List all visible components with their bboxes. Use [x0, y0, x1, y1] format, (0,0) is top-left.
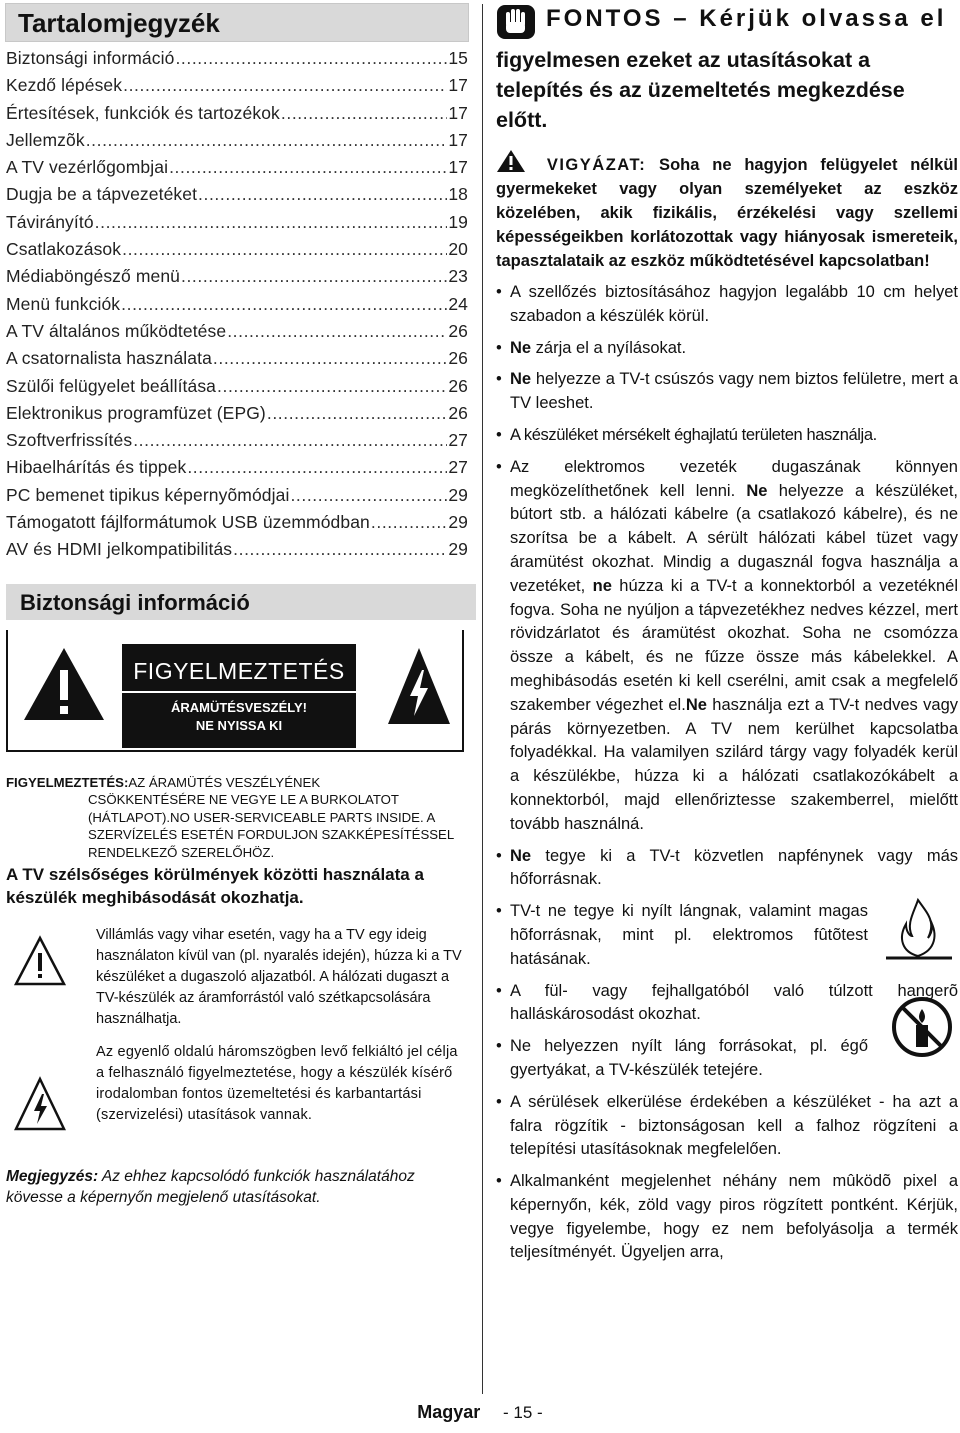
toc-leader-dots — [267, 400, 447, 427]
toc-item-page: 26 — [448, 375, 468, 396]
list-item — [496, 424, 958, 448]
toc-leader-dots — [227, 318, 447, 345]
toc-item-title: A TV vezérlőgombjai — [6, 157, 169, 178]
toc-leader-dots — [198, 181, 447, 208]
toc-leader-dots — [371, 509, 447, 536]
extreme-conditions-heading: A TV szélsőséges körülmények közötti használata a készülék meghibásodását okozhatja. — [6, 865, 424, 908]
important-title: FONTOS – Kérjük olvassa el — [546, 5, 947, 32]
toc-item-page: 26 — [448, 320, 468, 341]
bullet-text: A szellőzés biztosításához hagyjon legalább 10 cm helyet szabadon a készülék körül. — [510, 283, 958, 325]
bullet-bold: ne — [592, 576, 612, 595]
caution-paragraph — [496, 149, 958, 273]
toc-item-page: 15 — [448, 48, 468, 68]
toc-item-title: Jellemzõk — [6, 129, 85, 150]
footer-page-number: - 15 - — [503, 1403, 543, 1422]
stop-hand-icon — [496, 4, 536, 45]
toc-leader-dots — [175, 45, 447, 72]
bullet-bold: Ne — [510, 338, 532, 357]
toc-leader-dots — [121, 291, 447, 318]
warning-label-shock: ÁRAMÜTÉSVESZÉLY! — [170, 699, 308, 715]
list-item — [496, 980, 958, 1028]
bullet-text: húzza ki a TV-t a konnektorból a vezetéknél fogva. Soha ne nyúljon a tápvezetékhez nedves kézzel, mert rövidzárlatot és áramütést okozhat. Soha ne csomózza össze a kábelt, és ne fűzze össze más kábelekkel. A meghibásodás esetén ki kell cserélni, amit csak a megfelelő szakember végezhet el. — [510, 576, 958, 714]
warning-label-rule — [122, 691, 356, 693]
toc-item[interactable] — [6, 509, 468, 536]
toc-item[interactable] — [6, 154, 468, 181]
toc-item[interactable] — [6, 373, 468, 400]
bullet-text: használja ezt a TV-t nedves vagy párás környezetben. A TV nem kerülhet kapcsolatba folyadékkal. Ha valamilyen szilárd tárgy vagy folyadék kerül a készülékbe, húzza ki a hálózati csatlakozókábelt a konnektorból, majd ellenőriztesse szakemberrel, mielőtt tovább használná. — [510, 695, 958, 833]
exclamation-triangle-icon — [22, 646, 106, 727]
warning-label — [6, 630, 468, 760]
warning-text-label: FIGYELMEZTETÉS: — [6, 774, 129, 790]
toc-leader-dots — [122, 236, 447, 263]
caution-text: Soha ne hagyjon felügyelet nélkül gyermekeket vagy olyan személyeket az eszköz közelében, akik fizikális, érzékelési vagy szellemi képességeikben korlátozottak vagy hiányosak ismereteik, tapasztalataik az eszköz működtetésével kapcsolatban! — [496, 156, 958, 270]
toc-item-page: 23 — [448, 266, 468, 287]
toc-item-title: Médiaböngésző menü — [6, 266, 180, 287]
toc-item[interactable] — [6, 482, 468, 509]
list-item — [496, 1035, 958, 1083]
note — [6, 1166, 468, 1208]
toc-item-title: A csatornalista használata — [6, 348, 212, 369]
bullet-bold: Ne — [685, 695, 707, 714]
toc-item-page: 29 — [448, 512, 468, 533]
toc-leader-dots — [281, 100, 447, 127]
toc-leader-dots — [217, 373, 447, 400]
footer-language: Magyar — [417, 1402, 481, 1422]
toc-item-page: 27 — [448, 430, 468, 451]
bullet-bold: Ne — [746, 481, 768, 500]
toc-item-page: 17 — [448, 129, 468, 150]
storm-text: Villámlás vagy vihar esetén, vagy ha a TV egy ideig használaton kívül van (pl. nyaralés idején), húzza ki a TV készüléket a dugaszoló aljazatból. A hálózati dugaszt a TV-készülék az áramforrástól való szétkapcsolására használhatja. — [96, 927, 462, 1028]
warning-text-rest: CSÖKKENTÉSÉRE NE VEGYE LE A BURKOLATOT (HÁTLAPOT).NO USER-SERVICEABLE PARTS INSIDE. A SZERVÍZELÉS ESETÉN FORDULJON SZAKKÉPESÍTÉSSEL RENDELKEZŐ SZERELŐHÖZ. — [88, 792, 454, 860]
safety-section-title: Biztonsági információ — [6, 584, 476, 620]
toc-item-page: 17 — [448, 157, 468, 178]
bullet-text: zárja el a nyílásokat. — [531, 338, 687, 357]
exclamation-triangle-outline-icon — [14, 935, 66, 992]
toc-item-page: 19 — [448, 211, 468, 232]
toc-item-page: 29 — [448, 539, 468, 560]
column-divider — [482, 4, 483, 1394]
toc-item[interactable] — [6, 127, 468, 154]
toc-item[interactable] — [6, 345, 468, 372]
list-item — [496, 368, 958, 416]
lightning-paragraph — [6, 1042, 468, 1126]
toc-item-title: Szülői felügyelet beállítása — [6, 375, 217, 396]
caution-label: VIGYÁZAT: — [546, 156, 647, 174]
list-item — [496, 456, 958, 837]
list-item — [496, 281, 958, 329]
lightning-triangle-outline-icon — [14, 1076, 66, 1137]
bullet-text: helyezze a TV-t csúszós vagy nem biztos felületre, mert a TV leeshet. — [510, 370, 958, 413]
toc-item-page: 17 — [448, 102, 468, 123]
toc-item-title: A TV általános működtetése — [6, 320, 227, 341]
warning-text — [6, 774, 468, 862]
toc-leader-dots — [123, 72, 447, 99]
bullet-text: Az elektromos vezeték dugaszának könnyen megközelíthetőnek kell lenni. — [510, 457, 958, 500]
important-body: figyelmesen ezeket az utasításokat a telepítés és az üzemeltetés megkezdése előtt. — [496, 48, 905, 132]
toc-item[interactable] — [6, 45, 468, 72]
toc-item[interactable] — [6, 427, 468, 454]
toc-item-page: 27 — [448, 457, 468, 478]
left-column — [6, 4, 468, 1208]
toc-leader-dots — [133, 427, 447, 454]
page-footer — [0, 1402, 960, 1423]
toc-item-title: Menü funkciók — [6, 293, 121, 314]
bullet-text: TV-t ne tegye ki nyílt lángnak, valamint magas hõforrásnak, mint pl. elektromos fûtõtest hatásának. — [510, 902, 868, 968]
toc-item-title: Dugja be a tápvezetéket — [6, 184, 198, 205]
toc-item-page: 17 — [448, 75, 468, 96]
bullet-text: Alkalmanként megjelenhet néhány nem mûködõ pixel a képernyőn, kék, zöld vagy piros rögzített pontként. Kérjük, vegye figyelembe, hogy ez nem befolyásolja a termék teljesítményét. Ügyeljen arra, — [510, 1172, 958, 1262]
toc-leader-dots — [213, 345, 447, 372]
toc-leader-dots — [181, 263, 447, 290]
toc-title: Tartalomjegyzék — [6, 4, 468, 41]
toc-item[interactable] — [6, 181, 468, 208]
bullet-text: A fül- vagy fejhallgatóból való túlzott hangerõ halláskárosodást okozhat. — [510, 981, 958, 1024]
toc-item[interactable] — [6, 72, 468, 99]
toc-item-title: Hibaelhárítás és tippek — [6, 457, 187, 478]
no-candle-icon — [890, 995, 954, 1067]
toc-item[interactable] — [6, 400, 468, 427]
warning-text-line1: AZ ÁRAMÜTÉS VESZÉLYÉNEK — [128, 774, 321, 790]
warning-label-heading: FIGYELMEZTETÉS — [133, 657, 345, 684]
toc-leader-dots — [290, 482, 447, 509]
toc-item-page: 26 — [448, 402, 468, 423]
list-item — [496, 1091, 958, 1162]
toc-item-page: 20 — [448, 239, 468, 260]
toc-leader-dots — [95, 209, 448, 236]
bullet-text: helyezze a készüléket, bútort stb. a hálózati kábelre (a csatlakozó kábelre), és ne szorítsa be a kábelt. A sérült hálózati kábel tüzet vagy áramütést okozhat. Mindig a dugasznál fogva használja a vezetéket, — [510, 481, 958, 595]
note-label: Megjegyzés: — [6, 1168, 99, 1186]
toc-item-title: Távirányító — [6, 211, 94, 232]
storm-paragraph — [6, 925, 468, 1030]
bullet-text: A készüléket mérsékelt éghajlatú területen használja. — [510, 425, 877, 444]
toc-item[interactable] — [6, 236, 468, 263]
lightning-text: Az egyenlő oldalú háromszögben levő felkiáltó jel célja a felhasználó figyelmeztetése, hogy a készülék kísérő irodalomban fontos üzemeltetési és karbantartási (szervizelési) utasítások vannak. — [96, 1044, 458, 1124]
toc-item-title: Kezdő lépések — [6, 75, 123, 96]
toc-list — [6, 45, 468, 564]
toc-item[interactable] — [6, 209, 468, 236]
bullet-text: tegye ki a TV-t közvetlen napfénynek vagy más hőforrásnak. — [510, 846, 958, 889]
list-item — [496, 900, 958, 971]
list-item — [496, 1170, 958, 1265]
toc-item-title: Értesítések, funkciók és tartozékok — [6, 102, 280, 123]
bullet-text: Ne helyezzen nyílt láng forrásokat, pl. égő gyertyákat, a TV-készülék tetejére. — [510, 1037, 868, 1079]
bullet-text: A sérülések elkerülése érdekében a készüléket - ha azt a falra rögzítik - biztonságosan kell a falhoz rögzíteni a telepítési utasításoknak megfelelően. — [510, 1092, 958, 1159]
toc-item-page: 26 — [448, 348, 468, 369]
toc-item[interactable] — [6, 263, 468, 290]
safety-bullets — [496, 281, 958, 1265]
toc-item[interactable] — [6, 291, 468, 318]
toc-item-page: 29 — [448, 484, 468, 505]
no-open-flame-icon — [878, 894, 958, 972]
toc-item-page: 18 — [448, 184, 468, 205]
toc-item-title: Szoftverfrissítés — [6, 430, 133, 451]
bullet-bold: Ne — [510, 846, 532, 865]
toc-item[interactable] — [6, 318, 468, 345]
toc-item-title: Csatlakozások — [6, 239, 122, 260]
toc-item-title: AV és HDMI jelkompatibilitás — [6, 539, 233, 560]
list-item — [496, 845, 958, 893]
caution-icon — [496, 156, 547, 174]
toc-item[interactable] — [6, 454, 468, 481]
important-header — [496, 4, 958, 45]
warning-label-do-not-open: NE NYISSA KI — [195, 717, 283, 733]
toc-leader-dots — [86, 127, 448, 154]
lightning-triangle-icon — [386, 646, 452, 731]
toc-leader-dots — [169, 154, 447, 181]
bullet-bold: Ne — [510, 370, 532, 389]
note-text: Az ehhez kapcsolódó funkciók használatához kövesse a képernyőn megjelenő utasításokat. — [6, 1168, 415, 1207]
toc-item-title: Támogatott fájlformátumok USB üzemmódban — [6, 512, 370, 533]
toc-item[interactable] — [6, 536, 468, 563]
list-item — [496, 337, 958, 361]
toc-item-page: 24 — [448, 293, 468, 314]
toc-item-title: Biztonsági információ — [6, 48, 175, 68]
toc-leader-dots — [233, 536, 447, 563]
toc-leader-dots — [187, 454, 447, 481]
warning-label-center — [122, 644, 356, 748]
toc-item-title: Elektronikus programfüzet (EPG) — [6, 402, 266, 423]
toc-item[interactable] — [6, 100, 468, 127]
right-column — [496, 4, 958, 1273]
toc-item-title: PC bemenet tipikus képernyõmódjai — [6, 484, 290, 505]
